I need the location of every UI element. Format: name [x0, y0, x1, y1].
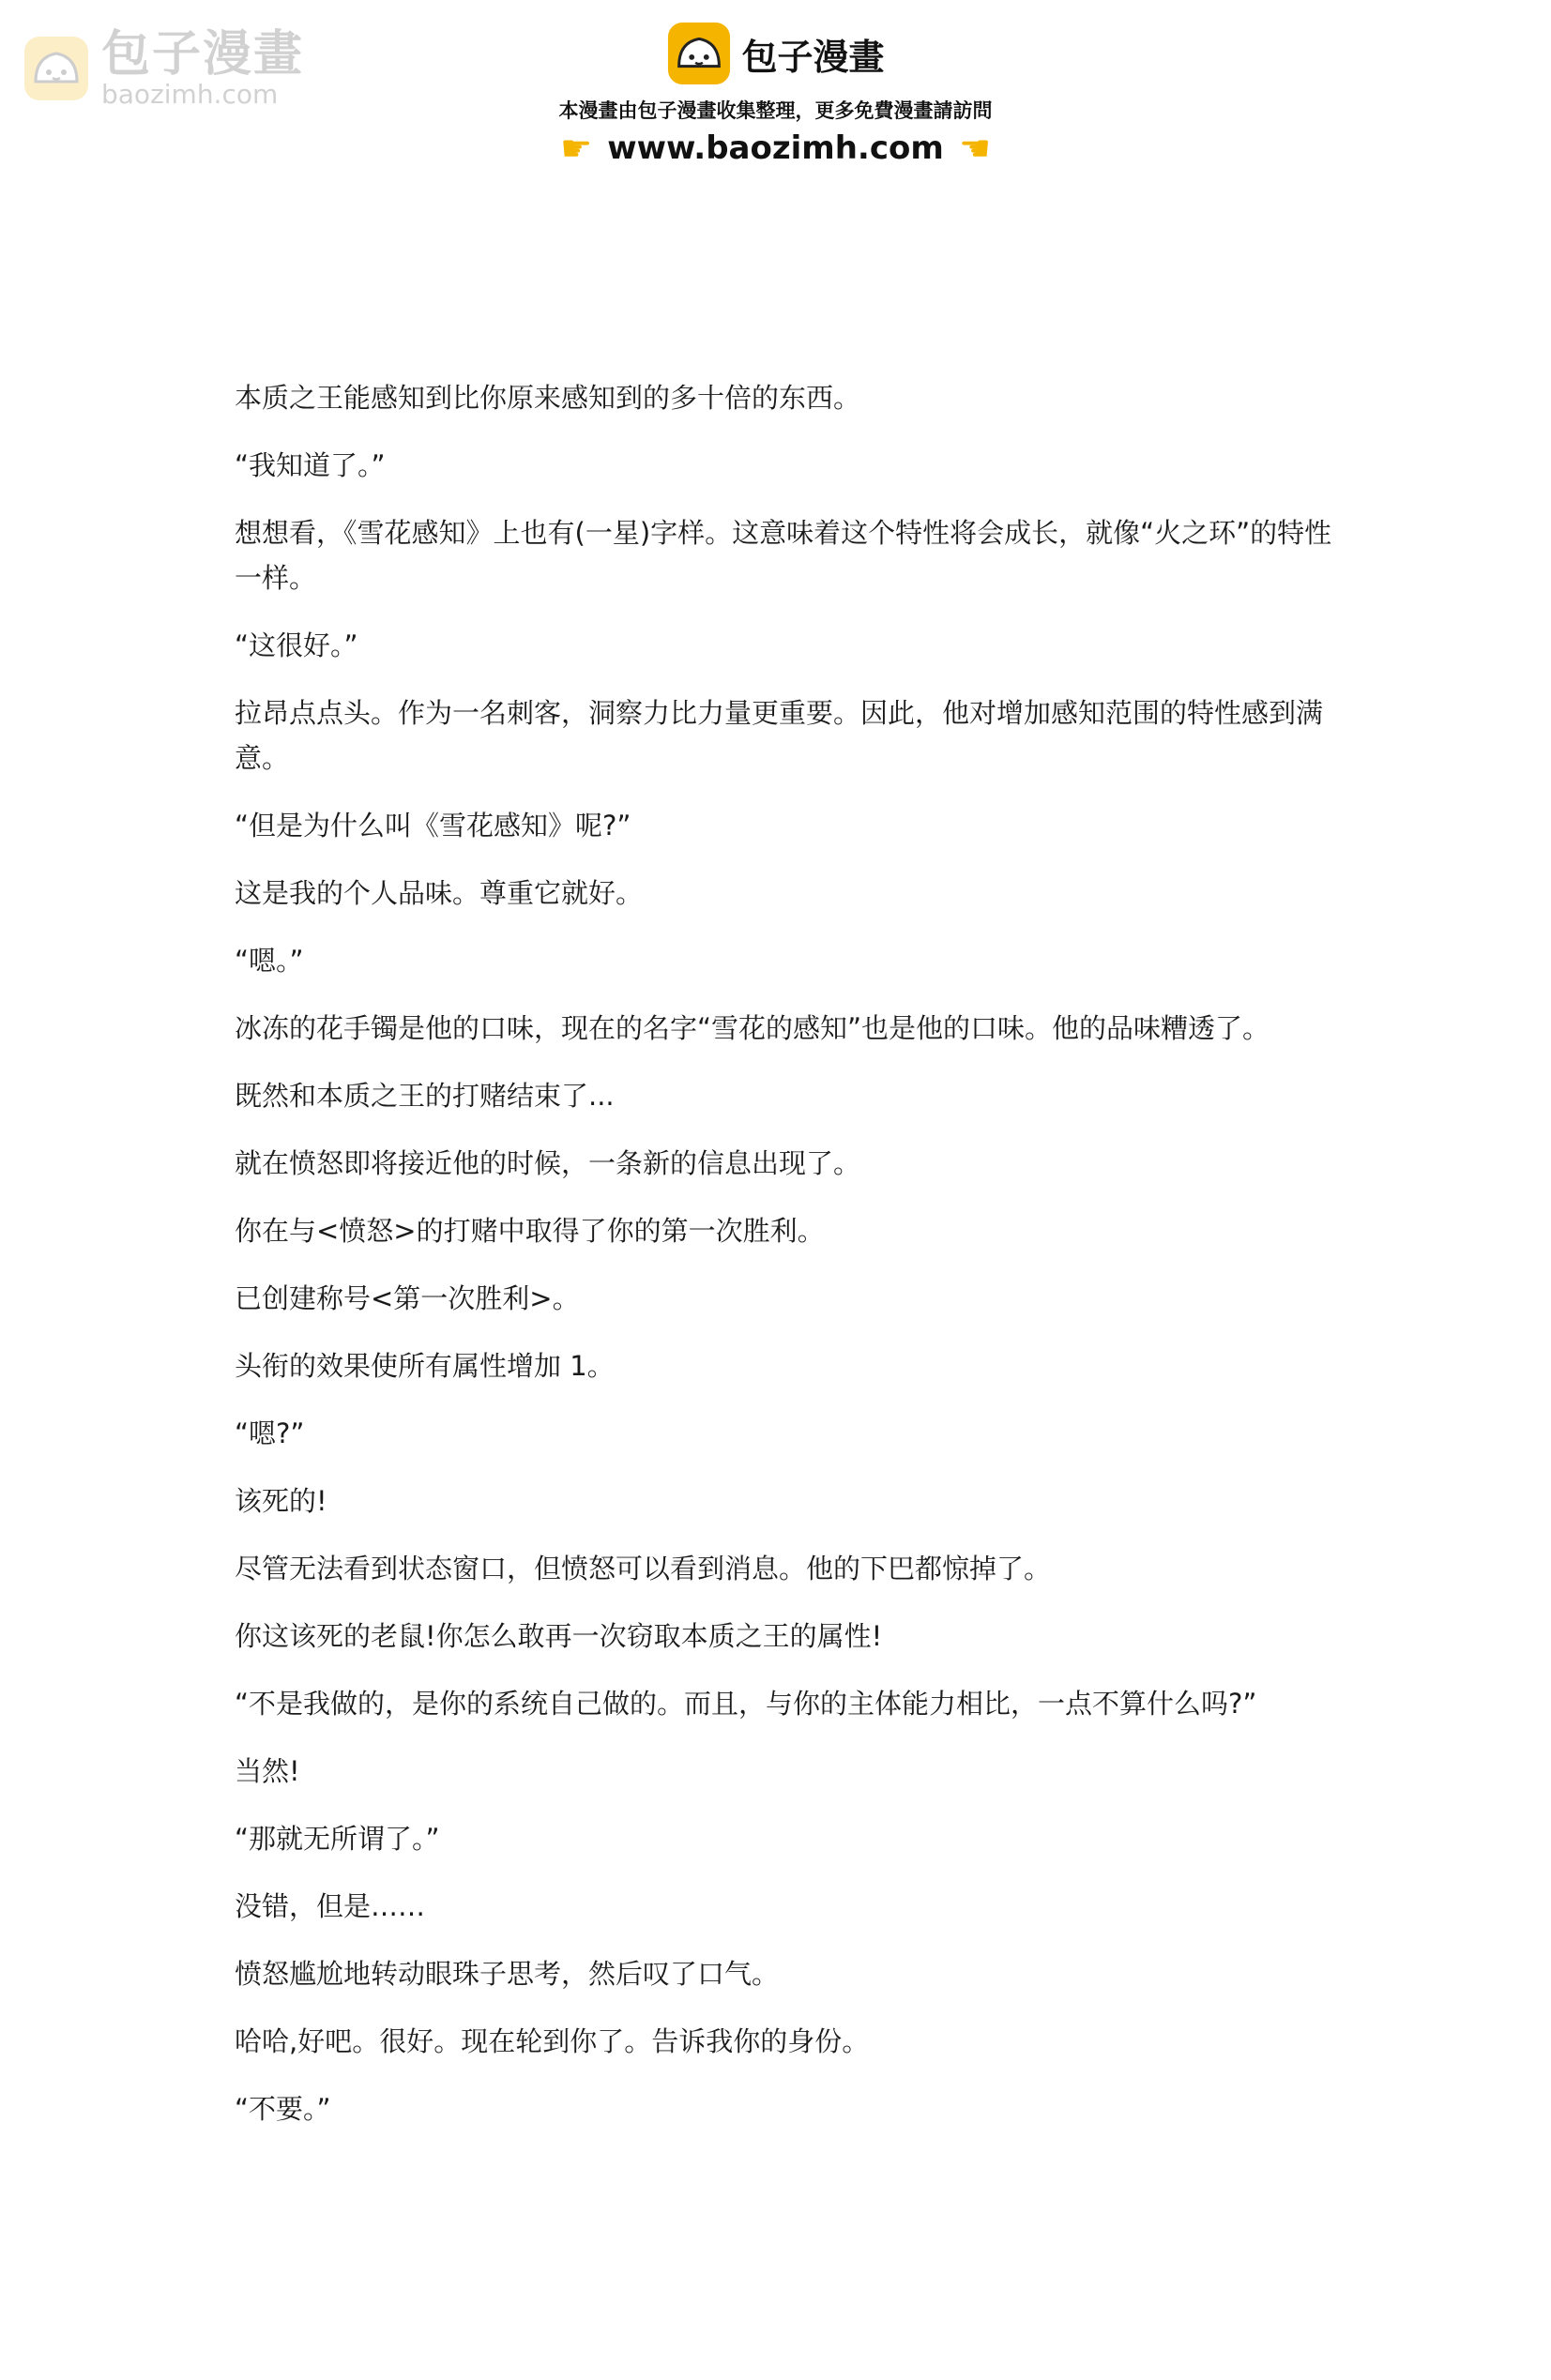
paragraph: 本质之王能感知到比你原来感知到的多十倍的东西。 — [235, 382, 861, 414]
paragraph: 这是我的个人品味。尊重它就好。 — [235, 877, 644, 909]
paragraph: 愤怒尴尬地转动眼珠子思考，然后叹了口气。 — [235, 1958, 780, 1990]
bun-logo-icon — [666, 21, 732, 86]
paragraph: “我知道了。” — [235, 449, 386, 481]
paragraph: 该死的! — [235, 1485, 327, 1517]
paragraph: “这很好。” — [235, 629, 358, 661]
paragraph: 没错，但是…… — [235, 1890, 426, 1922]
paragraph: “但是为什么叫《雪花感知》呢?” — [235, 810, 631, 841]
chapter-text — [235, 375, 1332, 2154]
url-row — [560, 129, 991, 167]
pointing-left-hand-icon: ☛ — [958, 128, 991, 169]
paragraph: 你这该死的老鼠!你怎么敢再一次窃取本质之王的属性! — [235, 1620, 883, 1652]
paragraph: 尽管无法看到状态窗口，但愤怒可以看到消息。他的下巴都惊掉了。 — [235, 1553, 1052, 1584]
paragraph: 冰冻的花手镯是他的口味，现在的名字“雪花的感知”也是他的口味。他的品味糟透了。 — [235, 1012, 1270, 1044]
paragraph: “不是我做的，是你的系统自己做的。而且，与你的主体能力相比，一点不算什么吗?” — [235, 1688, 1257, 1720]
site-notice: 本漫畫由包子漫畫收集整理，更多免費漫畫請訪問 — [558, 99, 993, 122]
watermark-title: 包子漫畫 — [101, 26, 305, 83]
site-header — [0, 21, 1551, 167]
paragraph: 想想看，《雪花感知》上也有(一星)字样。这意味着这个特性将会成长，就像“火之环”的特性一样。 — [235, 517, 1332, 594]
paragraph: 当然! — [235, 1755, 300, 1787]
paragraph: “不要。” — [235, 2093, 331, 2125]
paragraph: 拉昂点点头。作为一名刺客，洞察力比力量更重要。因此，他对增加感知范围的特性感到满意。 — [235, 697, 1324, 774]
paragraph: 哈哈,好吧。很好。现在轮到你了。告诉我你的身份。 — [235, 2025, 870, 2057]
paragraph: 你在与<愤怒>的打赌中取得了你的第一次胜利。 — [235, 1215, 825, 1247]
brand[interactable] — [666, 21, 884, 86]
pointing-right-hand-icon: ☛ — [560, 128, 593, 169]
paragraph: “嗯。” — [235, 945, 304, 977]
brand-name: 包子漫畫 — [741, 36, 885, 78]
paragraph: 既然和本质之王的打赌结束了... — [235, 1080, 615, 1112]
watermark-subtitle: baozimh.com — [101, 79, 279, 110]
paragraph: “嗯?” — [235, 1417, 305, 1449]
site-url-link[interactable]: www.baozimh.com — [607, 129, 944, 167]
paragraph: 已创建称号<第一次胜利>。 — [235, 1282, 580, 1314]
paragraph: “那就无所谓了。” — [235, 1823, 440, 1855]
paragraph: 就在愤怒即将接近他的时候，一条新的信息出现了。 — [235, 1147, 861, 1179]
paragraph: 头衔的效果使所有属性增加 1。 — [235, 1350, 615, 1382]
